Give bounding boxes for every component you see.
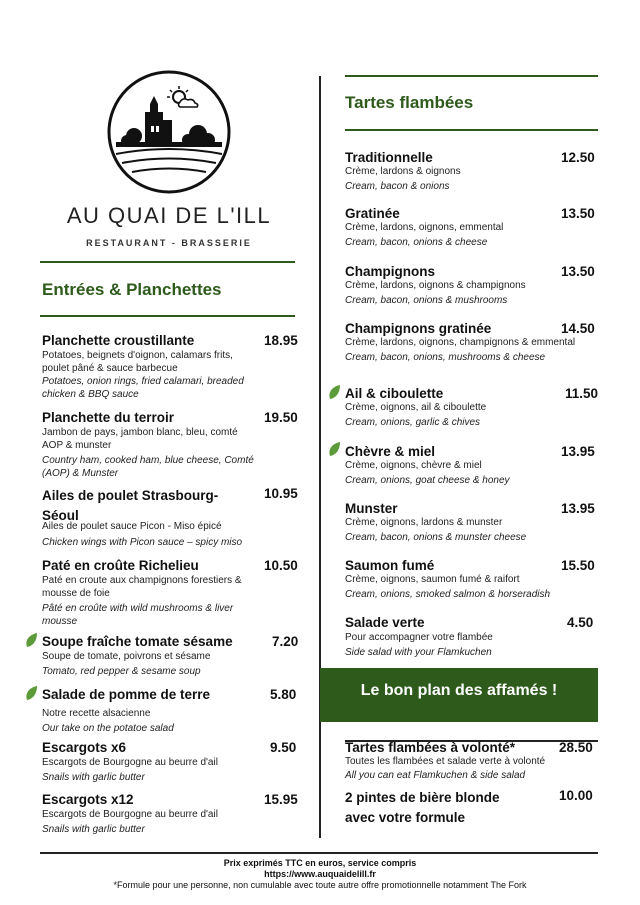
item-desc-en: Cream, bacon & onions bbox=[345, 181, 450, 192]
item-desc: Paté en croute aux champignons forestiers & mousse de foie bbox=[42, 575, 242, 599]
item-desc: Escargots de Bourgogne au beurre d'ail bbox=[42, 809, 218, 820]
item-desc-en: Side salad with your Flamkuchen bbox=[345, 647, 492, 658]
item-desc-en: All you can eat Flamkuchen & side salad bbox=[345, 770, 526, 781]
item-desc-en: Our take on the potatoe salad bbox=[42, 723, 174, 734]
item-price: 9.50 bbox=[270, 740, 297, 755]
vegetarian-leaf-icon bbox=[328, 441, 341, 457]
footer-website-link[interactable]: https://www.auquaidelill.fr bbox=[264, 869, 376, 879]
item-name: 2 pintes de bière blonde avec votre formule bbox=[345, 790, 500, 825]
vegetarian-leaf-icon bbox=[25, 685, 38, 701]
item-name: Soupe fraîche tomate sésame bbox=[42, 634, 233, 649]
item-desc-en: Cream, bacon, onions & mushrooms bbox=[345, 295, 508, 306]
item-price: 7.20 bbox=[272, 634, 299, 649]
vegetarian-leaf-icon bbox=[25, 632, 38, 648]
footer-price-note: Prix exprimés TTC en euros, service compris bbox=[223, 858, 417, 868]
section-title-entrees: Entrées & Planchettes bbox=[42, 280, 222, 299]
item-desc: Notre recette alsacienne bbox=[42, 708, 151, 719]
item-desc-en: Tomato, red pepper & sesame soup bbox=[42, 666, 201, 677]
item-name: Ailes de poulet Strasbourg-Séoul bbox=[42, 488, 219, 523]
item-name: Champignons gratinée bbox=[345, 321, 492, 336]
item-desc-en: Cream, bacon, onions & munster cheese bbox=[345, 532, 527, 543]
item-price: 13.95 bbox=[561, 444, 595, 459]
item-desc-en: Cream, onions, garlic & chives bbox=[345, 417, 481, 428]
item-price: 10.00 bbox=[559, 788, 593, 803]
item-price: 11.50 bbox=[565, 386, 599, 401]
item-desc-en: Cream, onions, goat cheese & honey bbox=[345, 475, 510, 486]
item-name: Gratinée bbox=[345, 206, 400, 221]
item-price: 13.50 bbox=[561, 206, 595, 221]
section-title-tartes: Tartes flambées bbox=[345, 93, 474, 112]
item-name: Munster bbox=[345, 501, 398, 516]
item-desc: Crème, oignons, chèvre & miel bbox=[345, 460, 482, 471]
footer-divider bbox=[40, 852, 598, 854]
item-desc-en: Country ham, cooked ham, blue cheese, Comté (AOP) & Munster bbox=[42, 455, 254, 479]
item-desc: Ailes de poulet sauce Picon - Miso épicé bbox=[42, 521, 222, 532]
item-desc: Crème, lardons, oignons, emmental bbox=[345, 222, 504, 233]
footer-disclaimer: *Formule pour une personne, non cumulable avec toute autre offre promotionnelle notamment The Fork bbox=[113, 880, 527, 890]
item-name: Saumon fumé bbox=[345, 558, 435, 573]
item-price: 19.50 bbox=[264, 410, 298, 425]
item-desc-en: Cream, onions, smoked salmon & horseradish bbox=[345, 589, 551, 600]
item-desc-en: Chicken wings with Picon sauce – spicy miso bbox=[42, 537, 243, 548]
item-desc: Crème, oignons, lardons & munster bbox=[345, 517, 503, 528]
restaurant-logo bbox=[102, 70, 236, 194]
brand-tagline: RESTAURANT - BRASSERIE bbox=[86, 238, 252, 248]
item-desc: Escargots de Bourgogne au beurre d'ail bbox=[42, 757, 218, 768]
item-price: 4.50 bbox=[567, 615, 594, 630]
item-name: Salade verte bbox=[345, 615, 425, 630]
item-desc-en: Pâté en croûte with wild mushrooms & liver mousse bbox=[42, 603, 234, 627]
item-desc: Crème, oignons, saumon fumé & raifort bbox=[345, 574, 520, 585]
item-name: Ail & ciboulette bbox=[345, 386, 444, 401]
item-price: 13.50 bbox=[561, 264, 595, 279]
item-price: 14.50 bbox=[561, 321, 595, 336]
item-name: Planchette du terroir bbox=[42, 410, 175, 425]
column-divider bbox=[319, 76, 321, 838]
item-desc-en: Cream, bacon, onions & cheese bbox=[345, 237, 488, 248]
promo-title: Le bon plan des affamés ! bbox=[360, 682, 558, 699]
item-price: 10.95 bbox=[264, 486, 298, 501]
item-desc: Toutes les flambées et salade verte à volonté bbox=[345, 756, 546, 767]
item-name: Escargots x6 bbox=[42, 740, 127, 755]
item-desc-en: Potatoes, onion rings, fried calamari, breaded chicken & BBQ sauce bbox=[42, 376, 244, 400]
item-price: 15.95 bbox=[264, 792, 298, 807]
item-price: 5.80 bbox=[270, 687, 297, 702]
divider bbox=[40, 261, 295, 263]
promo-banner bbox=[320, 668, 598, 722]
item-desc: Crème, lardons, oignons & champignons bbox=[345, 280, 526, 291]
item-name: Planchette croustillante bbox=[42, 333, 195, 348]
item-price: 13.95 bbox=[561, 501, 595, 516]
item-name: Escargots x12 bbox=[42, 792, 134, 807]
item-price: 18.95 bbox=[264, 333, 298, 348]
brand-name: AU QUAI DE L'ILL bbox=[66, 203, 272, 228]
item-price: 15.50 bbox=[561, 558, 595, 573]
item-desc: Crème, oignons, ail & ciboulette bbox=[345, 402, 487, 413]
item-desc: Crème, lardons, oignons, champignons & emmental bbox=[345, 337, 576, 348]
item-desc: Soupe de tomate, poivrons et sésame bbox=[42, 651, 211, 662]
item-desc: Crème, lardons & oignons bbox=[345, 166, 461, 177]
item-price: 12.50 bbox=[561, 150, 595, 165]
item-name: Tartes flambées à volonté* bbox=[345, 740, 516, 755]
divider bbox=[345, 129, 598, 131]
vegetarian-leaf-icon bbox=[328, 384, 341, 400]
item-name: Paté en croûte Richelieu bbox=[42, 558, 199, 573]
item-name: Champignons bbox=[345, 264, 435, 279]
item-desc-en: Snails with garlic butter bbox=[42, 772, 145, 783]
item-desc: Pour accompagner votre flambée bbox=[345, 632, 493, 643]
divider bbox=[40, 315, 295, 317]
item-name: Salade de pomme de terre bbox=[42, 687, 211, 702]
item-desc: Potatoes, beignets d'oignon, calamars frits, poulet pâné & sauce barbecue bbox=[42, 350, 233, 374]
item-price: 28.50 bbox=[559, 740, 593, 755]
divider bbox=[345, 75, 598, 77]
item-name: Chèvre & miel bbox=[345, 444, 436, 459]
item-desc-en: Cream, bacon, onions, mushrooms & cheese bbox=[345, 352, 546, 363]
item-name: Traditionnelle bbox=[345, 150, 433, 165]
item-price: 10.50 bbox=[264, 558, 298, 573]
item-desc-en: Snails with garlic butter bbox=[42, 824, 145, 835]
item-desc: Jambon de pays, jambon blanc, bleu, comté AOP & munster bbox=[42, 427, 238, 451]
